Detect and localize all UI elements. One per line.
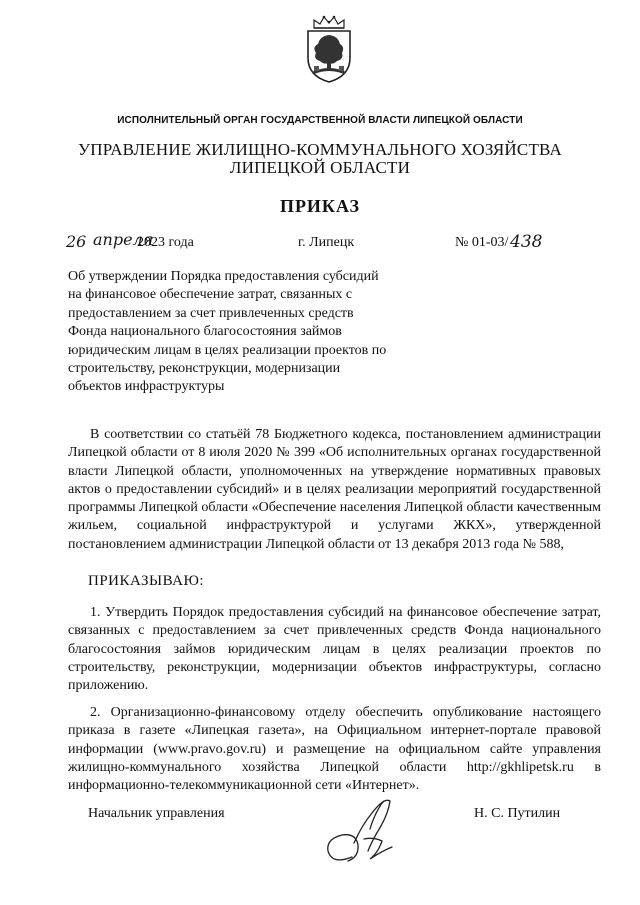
- document-number-prefix: № 01-03/: [455, 235, 509, 250]
- document-type-title: ПРИКАЗ: [279, 196, 361, 216]
- handwritten-signature: [312, 795, 412, 870]
- department-name-line1: УПРАВЛЕНИЕ ЖИЛИЩНО-КОММУНАЛЬНОГО ХОЗЯЙСТВА: [78, 140, 562, 159]
- preamble-paragraph: В соответствии со статьёй 78 Бюджетного кодекса, постановлением администрации Липецкой области от 8 июля 2020 № 399 «Об исполнительных органах государственной власти Липецкой области, уполномоченных на утверждение нормативных правовых актов о предоставлении субсидий» и в целях реализации мероприятий государственной программы Липецкой области «Обеспечение населения Липецкой области качественным жильем, социальной инфраструктурой и услугами ЖКХ», утвержденной постановлением администрации Липецкой области от 13 декабря 2013 года № 588,: [68, 427, 601, 552]
- department-name-line2: ЛИПЕЦКОЙ ОБЛАСТИ: [229, 158, 411, 177]
- date-day-handwritten: 26: [66, 232, 87, 251]
- order-subject: Об утверждении Порядка предоставления субсидий на финансовое обеспечение затрат, связанных с предоставлением за счет привлеченных средств Фонда национального благосостояния займов юридическим лицам в целях реализации проектов по строительству, реконструкции, модернизации объектов инфраструктуры: [68, 269, 387, 395]
- document-number-handwritten: 438: [510, 232, 543, 252]
- order-item-2: 2. Организационно-финансовому отделу обеспечить опубликование настоящего приказа в газете «Липецкая газета», на Официальном интернет-портале правовой информации (www.pravo.gov.ru) и размещение на официальном сайте управления жилищно-коммунального хозяйства Липецкой области http://gkhlipetsk.ru в информационно-телекоммуникационной сети «Интернет».: [68, 705, 601, 794]
- date-month-handwritten: апреля: [93, 230, 154, 249]
- department-name: [0, 141, 640, 177]
- signer-title: Начальник управления: [88, 806, 225, 821]
- order-item-1: 1. Утвердить Порядок предоставления субсидий на финансовое обеспечение затрат, связанных с предоставлением за счет привлеченных средств Фонда национального благосостояния займов юридическим лицам в целях реализации проектов по строительству, реконструкции, модернизации объектов инфраструктуры, согласно приложению.: [68, 605, 601, 694]
- city: г. Липецк: [298, 235, 355, 250]
- date-year: 2023 года: [137, 235, 194, 250]
- order-word: ПРИКАЗЫВАЮ:: [88, 573, 205, 589]
- agency-name: ИСПОЛНИТЕЛЬНЫЙ ОРГАН ГОСУДАРСТВЕННОЙ ВЛАСТИ ЛИПЕЦКОЙ ОБЛАСТИ: [117, 115, 523, 126]
- coat-of-arms-icon: [300, 14, 358, 84]
- signer-name: Н. С. Путилин: [474, 806, 561, 821]
